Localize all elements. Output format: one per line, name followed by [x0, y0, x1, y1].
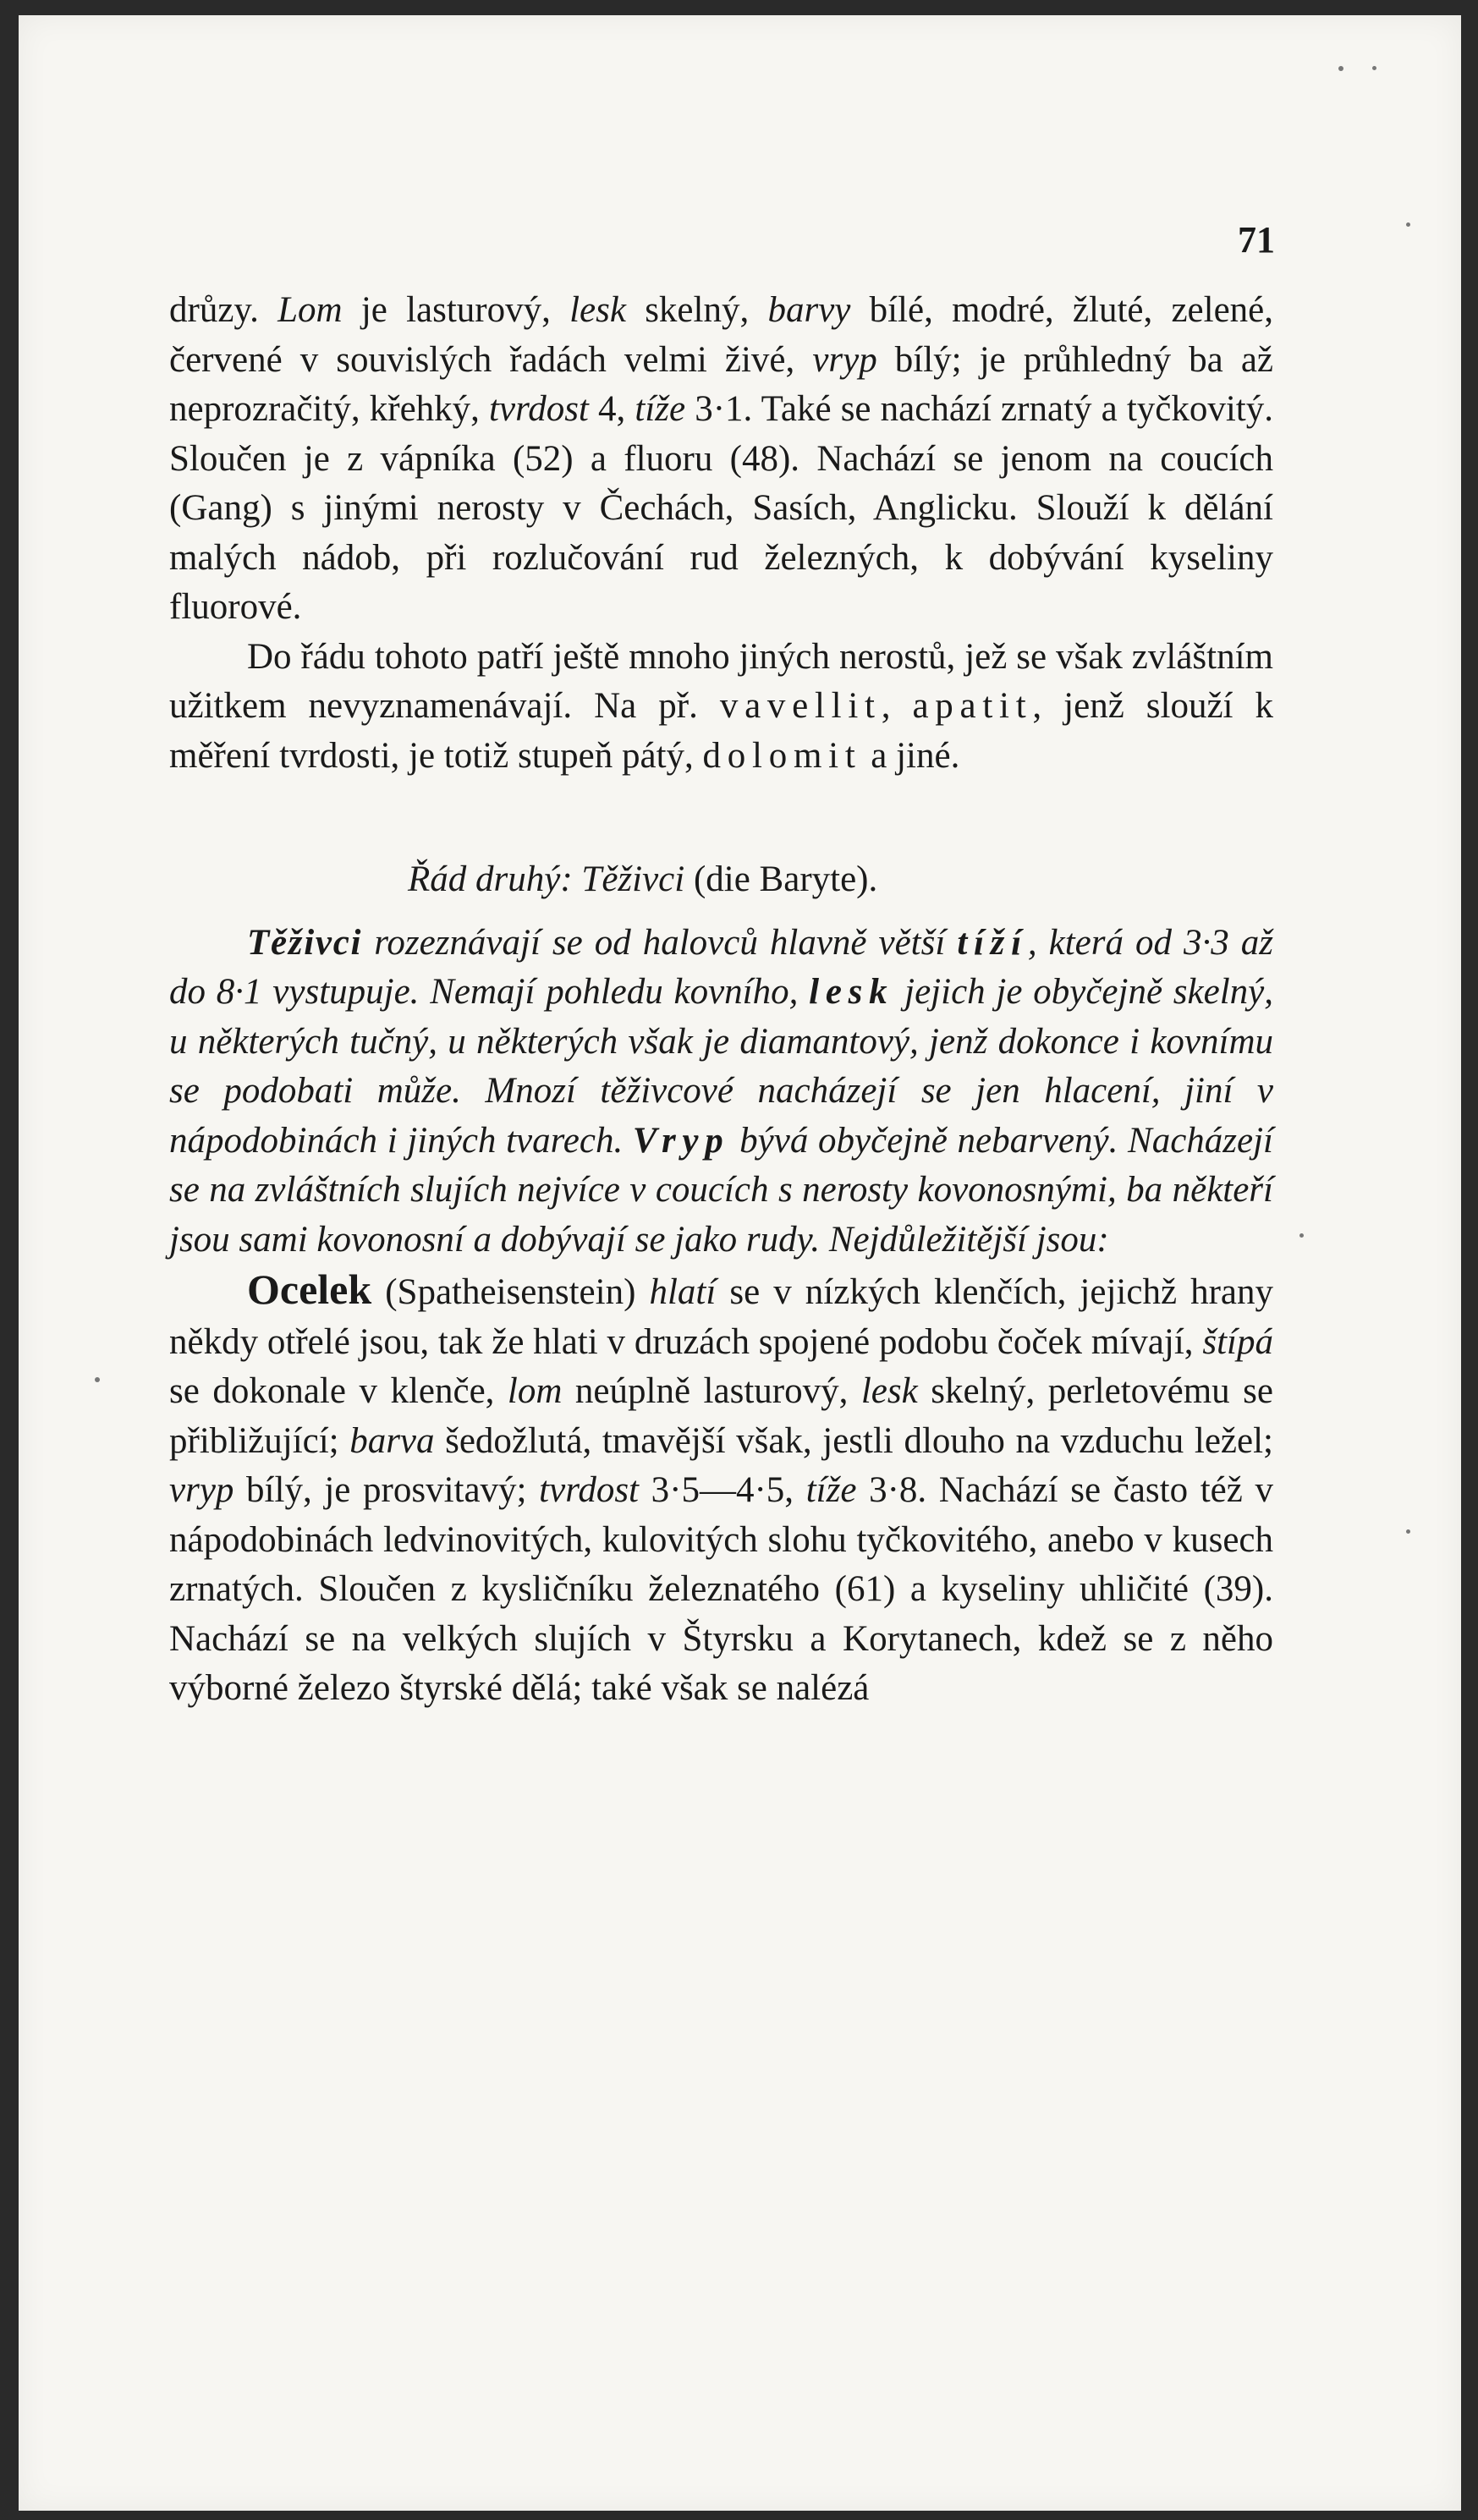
- term-lom: Lom: [277, 290, 343, 330]
- page-number: 71: [1238, 219, 1275, 261]
- book-page: [19, 15, 1461, 2511]
- term-tize: tíže: [805, 1470, 857, 1510]
- ink-speck: [1406, 1529, 1410, 1534]
- paragraph-siderite: [169, 1265, 1273, 1714]
- term-vryp: vryp: [812, 339, 877, 380]
- text: , jenž slouží k měření tvrdosti, je totiž stupeň pátý,: [169, 686, 1273, 776]
- page-body: [169, 286, 1273, 1714]
- term-barvy: barvy: [767, 290, 851, 330]
- spaced-term: lesk: [809, 972, 894, 1012]
- text: ,: [881, 686, 913, 726]
- section-heading: [169, 855, 1273, 905]
- text: bílé, modré, žluté, zelené, červené v souvislých řadách velmi živé,: [169, 290, 1273, 380]
- text: 3·5—4·5,: [639, 1470, 806, 1510]
- term-hlati: hlatí: [649, 1272, 717, 1312]
- text: drůzy.: [169, 290, 278, 330]
- text: skelný, perletovému se přibližující;: [169, 1371, 1273, 1461]
- heading-german: (die Baryte).: [684, 859, 878, 899]
- spaced-term: Vryp: [632, 1120, 730, 1161]
- text: 3·8. Nachází se často též v nápodobinách ledvinovitých, kulovitých slohu tyčkovitého, anebo v kusech zrnatých. Sloučen z kysličníku železnatého (61) a kyseliny uhličité (39). Nachází se na velkých slujích v Štyrsku a Korytanech, kdež se z něho výborné železo štyrské dělá; také však se nalézá: [169, 1470, 1274, 1708]
- text: , která od 3·3 až do 8·1 vystupuje. Nemají pohledu kovního,: [169, 922, 1273, 1012]
- text: 4,: [588, 389, 635, 429]
- text: se v nízkých klenčích, jejichž hrany někdy otřelé jsou, tak že hlati v druzách spojené podobu čoček mívají,: [169, 1272, 1273, 1362]
- spaced-term: dolomit: [702, 735, 862, 776]
- text: šedožlutá, tmavější však, jestli dlouho na vzduchu ležel;: [434, 1420, 1273, 1461]
- heading-title: Řád druhý: Těživci: [408, 859, 685, 899]
- term-lesk: lesk: [860, 1371, 918, 1411]
- text: bílý; je průhledný ba až neprozračitý, křehký,: [169, 339, 1273, 429]
- ink-speck: [1406, 222, 1410, 227]
- text: je lasturový,: [342, 290, 570, 330]
- text: bílý, je prosvitavý;: [234, 1470, 540, 1510]
- text: skelný,: [625, 290, 768, 330]
- term-tvrdost: tvrdost: [489, 389, 589, 429]
- ink-speck: [1338, 66, 1343, 71]
- entry-title: Ocelek: [247, 1265, 372, 1313]
- paragraph-barytes: [169, 919, 1273, 1265]
- spaced-term: vavellit: [719, 686, 882, 726]
- ink-speck: [95, 1377, 100, 1382]
- term-barva: barva: [349, 1420, 435, 1461]
- paragraph-fluorite: [169, 286, 1273, 633]
- text: rozeznávají se od halovců hlavně větší: [362, 922, 958, 963]
- text: se dokonale v klenče,: [169, 1371, 508, 1411]
- text: Do řádu tohoto patří ještě mnoho jiných nerostů, jež se však zvláštním užitkem nevyznamenávají. Na př.: [169, 636, 1273, 726]
- text: neúplně lasturový,: [562, 1371, 861, 1411]
- text: (Spatheisenstein): [371, 1272, 650, 1312]
- text: 3·1. Také se nachází zrnatý a tyčkovitý. Sloučen je z vápníka (52) a fluoru (48). Nachází se jenom na coucích (Gang) s jinými nerosty v Čechách, Sasích, Anglicku. Slouží k dělání malých nádob, při rozlučování rud železných, k dobývání kyseliny fluorové.: [169, 389, 1273, 627]
- lead-term: Těživci: [247, 922, 363, 963]
- text: jejich je obyčejně skelný, u některých tučný, u některých však je diamantový, jenž dokonce i kovnímu se podobati může. Mnozí těživcové nacházejí se jen hlacení, jiní v nápodobinách i jiných tvarech.: [169, 972, 1273, 1161]
- spaced-term: apatit: [912, 686, 1033, 726]
- ink-speck: [1372, 66, 1376, 70]
- term-lom: lom: [507, 1371, 563, 1411]
- ink-speck: [1299, 1233, 1304, 1238]
- spaced-term: tíží: [957, 922, 1028, 963]
- term-lesk: lesk: [569, 290, 626, 330]
- text: bývá obyčejně nebarvený. Nacházejí se na zvláštních slujích nejvíce v coucích s nerosty kovonosnými, ba někteří jsou sami kovonosní a dobývají se jako rudy. Nejdůležitější jsou:: [169, 1120, 1273, 1260]
- term-vryp: vryp: [169, 1470, 234, 1510]
- paragraph-other-minerals: [169, 633, 1273, 782]
- term-tvrdost: tvrdost: [539, 1470, 640, 1510]
- term-tize: tíže: [635, 389, 686, 429]
- text: a jiné.: [861, 735, 960, 776]
- term-stipa: štípá: [1202, 1321, 1273, 1362]
